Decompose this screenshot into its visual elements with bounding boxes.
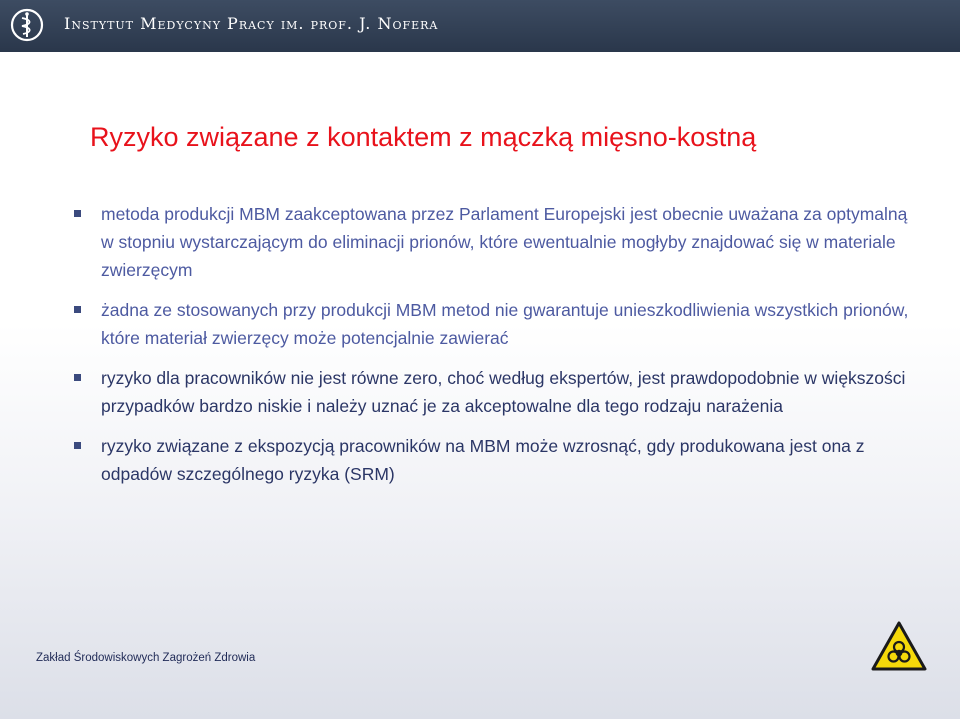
bullet-text: ryzyko związane z ekspozycją pracowników na MBM może wzrosnąć, gdy produkowana jest ona z odpadów szczególnego ryzyka (SRM)	[101, 436, 865, 484]
bullet-list	[74, 200, 914, 500]
department-label: Zakład Środowiskowych Zagrożeń Zdrowia	[36, 652, 256, 664]
bullet-text: żadna ze stosowanych przy produkcji MBM metod nie gwarantuje unieszkodliwienia wszystkich prionów, które materiał zwierzęcy może potencjalnie zawierać	[101, 300, 909, 348]
bullet-text: metoda produkcji MBM zaakceptowana przez Parlament Europejski jest obecnie uważana za optymalną w stopniu wystarczającym do eliminacji prionów, które ewentualnie mogłyby znajdować się w materiale zwierzęcym	[101, 204, 908, 280]
bullet-item	[74, 200, 914, 284]
bullet-text: ryzyko dla pracowników nie jest równe zero, choć według ekspertów, jest prawdopodobnie w większości przypadków bardzo niskie i należy uznać je za akceptowalne dla tego rodzaju narażenia	[101, 368, 906, 416]
institute-name: Instytut Medycyny Pracy im. prof. J. Nofera	[64, 14, 439, 33]
biohazard-warning-icon	[870, 620, 928, 672]
square-bullet-icon	[74, 210, 81, 217]
square-bullet-icon	[74, 442, 81, 449]
caduceus-icon	[10, 8, 44, 42]
square-bullet-icon	[74, 374, 81, 381]
slide-title: Ryzyko związane z kontaktem z mączką mięsno-kostną	[90, 122, 757, 152]
header-bar	[0, 0, 960, 52]
bullet-item	[74, 364, 914, 420]
bullet-item	[74, 432, 914, 488]
square-bullet-icon	[74, 306, 81, 313]
bullet-item	[74, 296, 914, 352]
